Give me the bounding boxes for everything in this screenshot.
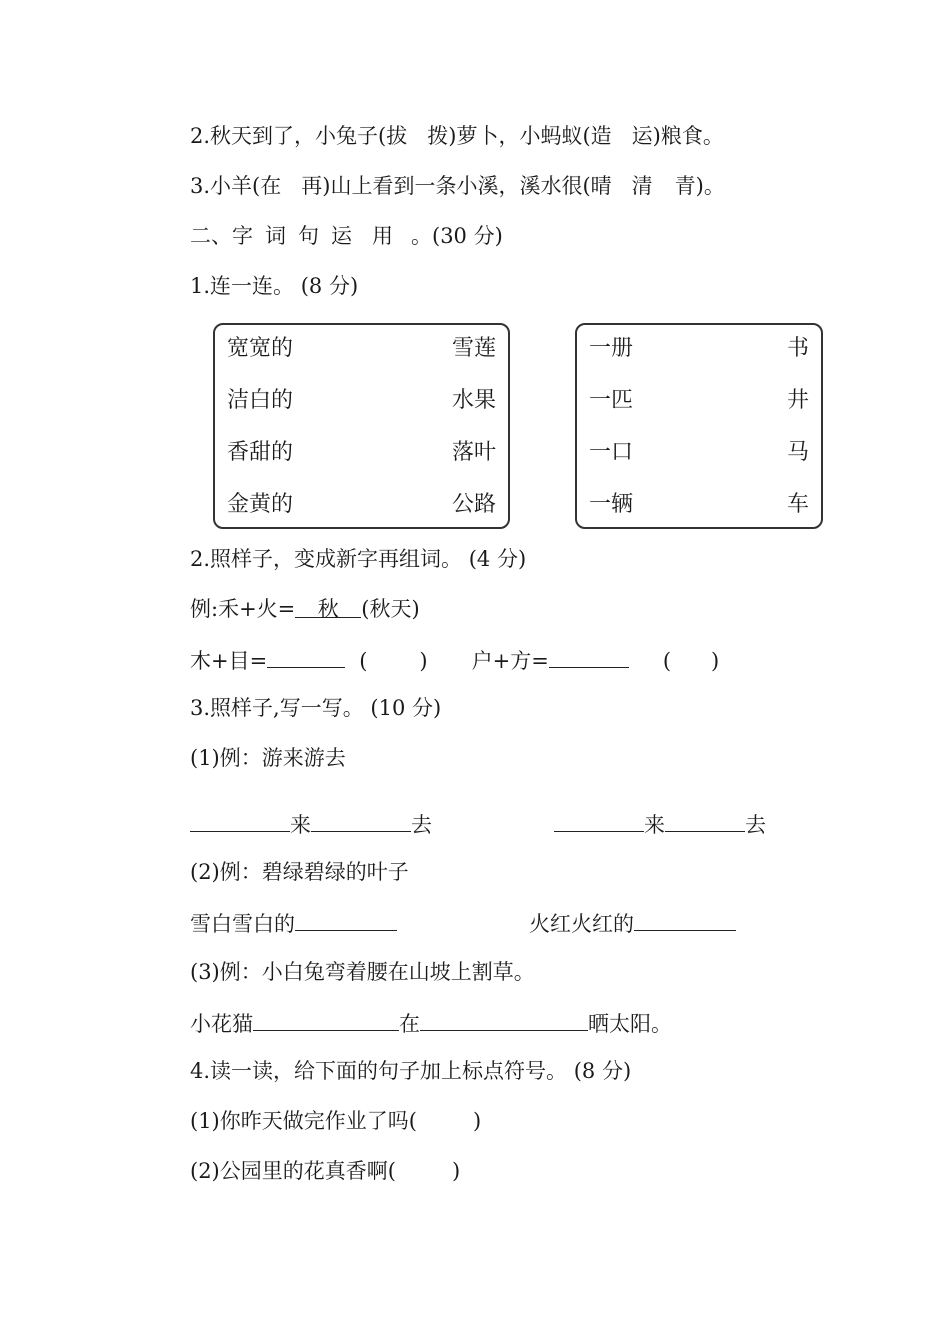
question-text: 再)山上看到一条小溪，溪水很(晴 xyxy=(301,174,612,198)
answer-blank[interactable] xyxy=(554,809,644,832)
task-3-answer-1 xyxy=(190,809,766,839)
fixed-char: 来 xyxy=(290,813,311,837)
match-left-item[interactable]: 一册 xyxy=(589,336,634,361)
fixed-char: 来 xyxy=(644,813,665,837)
match-right-item[interactable]: 车 xyxy=(786,492,809,517)
match-left-item[interactable]: 一口 xyxy=(589,440,634,465)
answer-blank[interactable] xyxy=(295,908,397,931)
example-answer-blank xyxy=(295,595,361,621)
sentence-text: (2)公园里的花真香啊( xyxy=(190,1159,396,1183)
answer-blank[interactable] xyxy=(190,809,290,832)
matching-row xyxy=(227,334,496,364)
prompt-text: 火红火红的 xyxy=(529,912,634,936)
paren-open: ( xyxy=(662,649,672,673)
question-2-line xyxy=(190,122,724,150)
matching-box-left xyxy=(213,323,510,529)
answer-blank[interactable] xyxy=(549,645,629,668)
heading-part: 二、字 xyxy=(190,224,253,248)
match-left-item[interactable]: 洁白的 xyxy=(227,388,294,413)
question-number: 3. xyxy=(190,174,211,198)
prompt-text: 晒太阳。 xyxy=(588,1012,672,1036)
match-left-item[interactable]: 香甜的 xyxy=(227,440,294,465)
matching-row xyxy=(227,438,496,468)
match-right-item[interactable]: 马 xyxy=(786,440,809,465)
answer-blank[interactable] xyxy=(311,809,411,832)
matching-row xyxy=(589,490,809,520)
example-word: (秋天) xyxy=(361,597,420,621)
match-right-item[interactable]: 雪莲 xyxy=(451,336,496,361)
answer-blank[interactable] xyxy=(665,809,745,832)
match-right-item[interactable]: 公路 xyxy=(451,492,496,517)
task-3-example-2: (2)例：碧绿碧绿的叶子 xyxy=(190,860,409,884)
matching-row xyxy=(227,490,496,520)
heading-part: 词 xyxy=(265,224,286,248)
answer-blank[interactable] xyxy=(420,1008,588,1031)
question-3-line xyxy=(190,172,725,200)
matching-row xyxy=(589,386,809,416)
task-4-question-1 xyxy=(190,1107,481,1135)
sentence-text: (1)你昨天做完作业了吗( xyxy=(190,1109,417,1133)
task-2-items xyxy=(190,645,719,675)
match-left-item[interactable]: 一匹 xyxy=(589,388,634,413)
fixed-char: 去 xyxy=(411,813,432,837)
prompt-text: 雪白雪白的 xyxy=(190,912,295,936)
question-text: 拨)萝卜，小蚂蚁(造 xyxy=(427,124,612,148)
question-text: 青)。 xyxy=(674,174,725,198)
heading-part: 运 xyxy=(331,224,352,248)
heading-part: 用 xyxy=(372,224,393,248)
item-label: 户+方= xyxy=(471,649,549,673)
paren-close: ) xyxy=(419,649,428,673)
paren-close: ) xyxy=(711,649,720,673)
match-right-item[interactable]: 书 xyxy=(786,336,809,361)
match-right-item[interactable]: 水果 xyxy=(451,388,496,413)
answer-blank[interactable] xyxy=(634,908,736,931)
task-3-example-3: (3)例：小白兔弯着腰在山坡上割草。 xyxy=(190,960,535,984)
fixed-char: 去 xyxy=(745,813,766,837)
matching-row xyxy=(589,334,809,364)
match-left-item[interactable]: 宽宽的 xyxy=(227,336,294,361)
question-number: 2. xyxy=(190,124,211,148)
matching-box-right xyxy=(575,323,823,529)
question-text: 清 xyxy=(631,174,653,198)
task-4-question-2 xyxy=(190,1157,460,1185)
match-right-item[interactable]: 井 xyxy=(786,388,809,413)
match-right-item[interactable]: 落叶 xyxy=(451,440,496,465)
prompt-text: 在 xyxy=(399,1012,420,1036)
match-left-item[interactable]: 一辆 xyxy=(589,492,634,517)
matching-row xyxy=(589,438,809,468)
answer-blank[interactable] xyxy=(253,1008,399,1031)
task-1-title: 1.连一连。 (8 分) xyxy=(190,274,359,298)
prompt-text: 小花猫 xyxy=(190,1012,253,1036)
paren-close: ) xyxy=(472,1109,482,1133)
question-text: 小羊(在 xyxy=(210,174,282,198)
match-left-item[interactable]: 金黄的 xyxy=(227,492,294,517)
example-answer: 秋 xyxy=(317,597,339,621)
task-3-title: 3.照样子,写一写。 (10 分) xyxy=(190,696,442,720)
item-label: 木+目= xyxy=(190,649,268,673)
matching-row xyxy=(227,386,496,416)
task-4-title: 4.读一读，给下面的句子加上标点符号。 (8 分) xyxy=(190,1059,632,1083)
task-3-answer-3 xyxy=(190,1008,672,1038)
question-text: 秋天到了，小兔子(拔 xyxy=(210,124,408,148)
task-2-title: 2.照样子，变成新字再组词。 (4 分) xyxy=(190,547,527,571)
task-3-answer-2 xyxy=(190,908,736,938)
task-2-example xyxy=(190,595,420,623)
paren-close: ) xyxy=(451,1159,461,1183)
heading-part: 。(30 分) xyxy=(411,224,503,248)
paren-open: ( xyxy=(359,649,368,673)
example-label: 例:禾+火= xyxy=(190,597,296,621)
section-2-heading xyxy=(190,222,503,250)
question-text: 运)粮食。 xyxy=(631,124,724,148)
heading-part: 句 xyxy=(298,224,319,248)
answer-blank[interactable] xyxy=(267,645,345,668)
task-3-example-1: (1)例：游来游去 xyxy=(190,746,346,770)
